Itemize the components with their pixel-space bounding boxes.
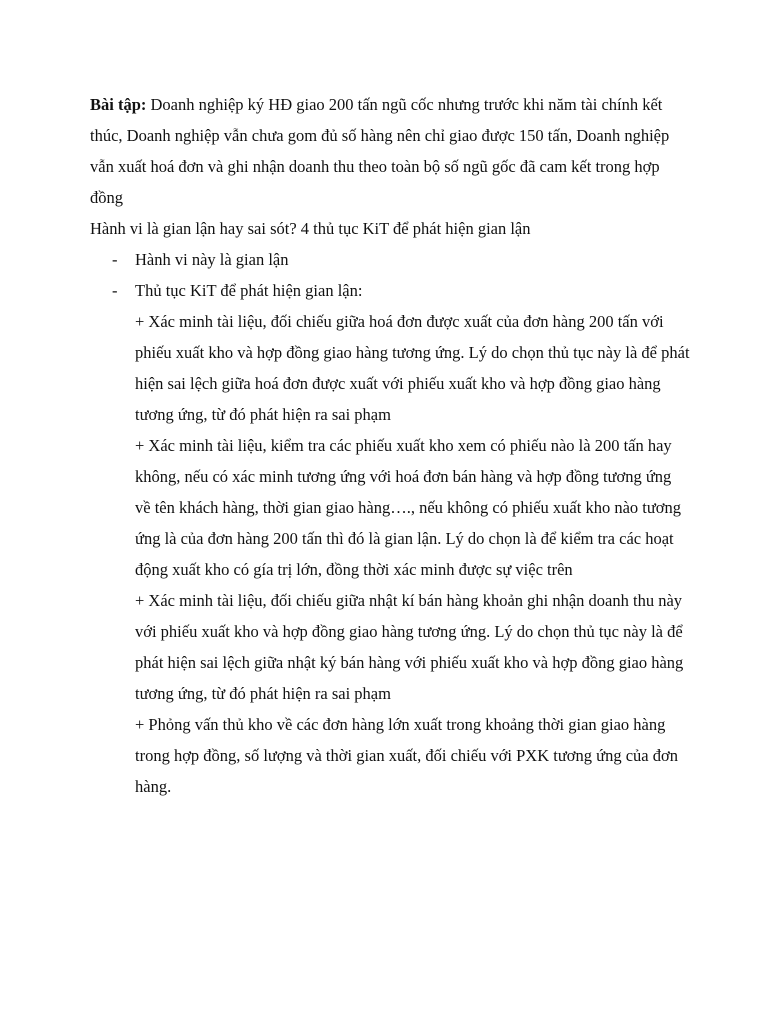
procedure-item: + Phỏng vấn thủ kho về các đơn hàng lớn xuất trong khoảng thời gian giao hàng trong hợp đồng, số lượng và thời gian xuất, đối chiếu với PXK tương ứng của đơn hàng. xyxy=(135,715,678,796)
question-line: Hành vi là gian lận hay sai sót? 4 thủ tục KiT để phát hiện gian lận xyxy=(90,219,531,238)
exercise-label: Bài tập: xyxy=(90,95,147,114)
procedure-item: + Xác minh tài liệu, đối chiếu giữa hoá đơn được xuất của đơn hàng 200 tấn với phiếu xuất kho và hợp đồng giao hàng tương ứng. Lý do chọn thủ tục này là để phát hiện sai lệch giữa hoá đơn được xuất với phiếu xuất kho và hợp đồng giao hàng tương ứng, từ đó phát hiện ra sai phạm xyxy=(135,312,690,424)
dash-marker: - xyxy=(112,250,118,269)
dash-marker: - xyxy=(112,281,118,300)
answer-text: Thủ tục KiT để phát hiện gian lận: xyxy=(135,281,363,300)
answer-text: Hành vi này là gian lận xyxy=(135,250,289,269)
answer-item-procedures xyxy=(90,275,690,306)
document-body xyxy=(90,89,690,802)
answer-item-verdict xyxy=(90,244,690,275)
exercise-text: Doanh nghiệp ký HĐ giao 200 tấn ngũ cốc nhưng trước khi năm tài chính kết thúc, Doanh nghiệp vẫn chưa gom đủ số hàng nên chỉ giao được 150 tấn, Doanh nghiệp vẫn xuất hoá đơn và ghi nhận doanh thu theo toàn bộ số ngũ gốc đã cam kết trong hợp đồng xyxy=(90,95,670,207)
exercise-paragraph xyxy=(90,89,690,213)
procedure-item: + Xác minh tài liệu, đối chiếu giữa nhật kí bán hàng khoản ghi nhận doanh thu này với phiếu xuất kho và hợp đồng giao hàng tương ứng. Lý do chọn thủ tục này là để phát hiện sai lệch giữa nhật ký bán hàng với phiếu xuất kho và hợp đồng giao hàng tương ứng, từ đó phát hiện ra sai phạm xyxy=(135,591,684,703)
procedure-item: + Xác minh tài liệu, kiểm tra các phiếu xuất kho xem có phiếu nào là 200 tấn hay không, nếu có xác minh tương ứng với hoá đơn bán hàng và hợp đồng tương ứng về tên khách hàng, thời gian giao hàng…., nếu không có phiếu xuất kho nào tương ứng là của đơn hàng 200 tấn thì đó là gian lận. Lý do chọn là để kiểm tra các hoạt động xuất kho có gía trị lớn, đồng thời xác minh được sự việc trên xyxy=(135,436,682,579)
